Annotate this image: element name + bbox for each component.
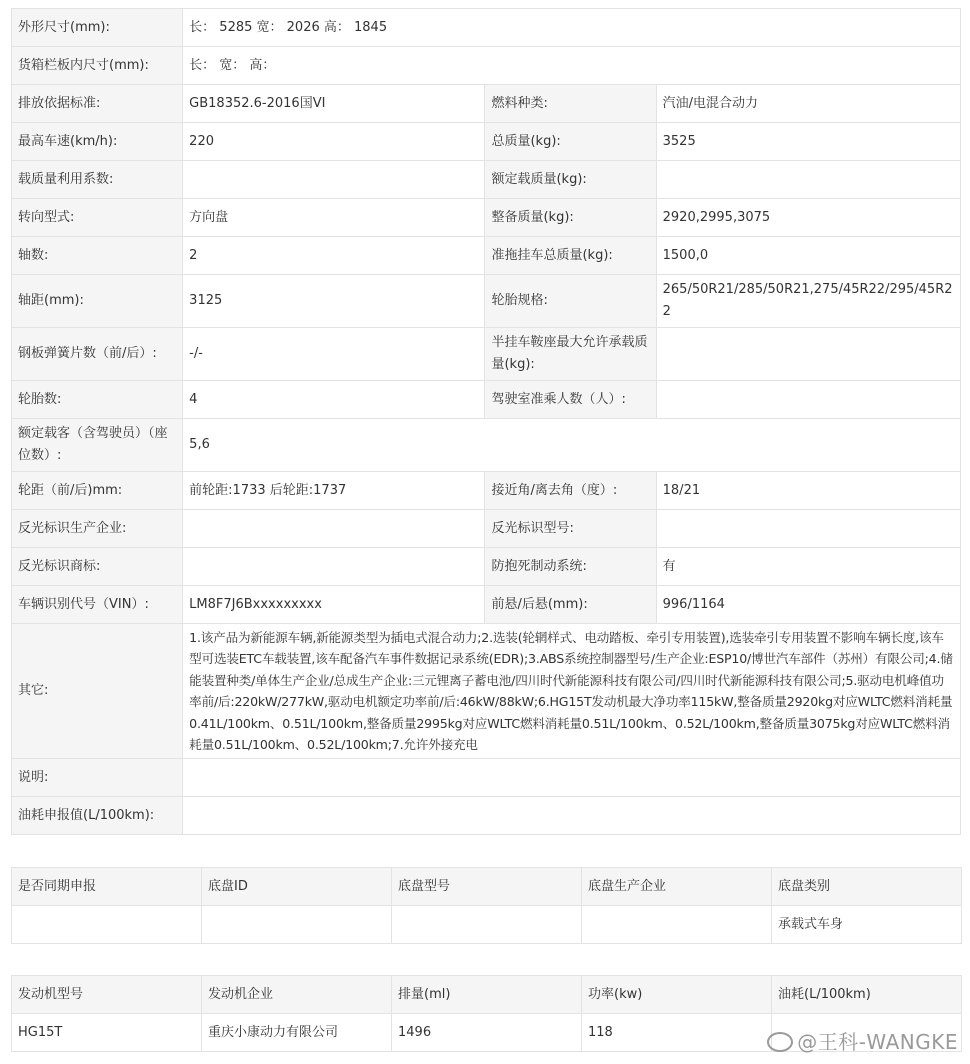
chassis-header-row	[12, 868, 962, 906]
abs-value: 有	[656, 548, 960, 586]
fuel-value: 汽油/电混合动力	[656, 85, 960, 123]
load-util-value	[183, 161, 485, 199]
seats-label: 额定载客（含驾驶员）（座位数）:	[12, 419, 183, 472]
spec-row	[12, 161, 961, 199]
spec-row	[12, 237, 961, 275]
dimensions-label: 外形尺寸(mm):	[12, 9, 183, 47]
steering-label: 转向型式:	[12, 199, 183, 237]
abs-label: 防抱死制动系统:	[485, 548, 656, 586]
vin-value: LM8F7J6Bxxxxxxxxx	[183, 586, 485, 624]
reflect-brand-label: 反光标识商标:	[12, 548, 183, 586]
spec-row	[12, 199, 961, 237]
spec-row	[12, 328, 961, 381]
wheelbase-value: 3125	[183, 275, 485, 328]
steering-value: 方向盘	[183, 199, 485, 237]
spec-row	[12, 624, 961, 759]
overhang-value: 996/1164	[656, 586, 960, 624]
chassis-cell	[12, 906, 202, 944]
spec-row	[12, 797, 961, 835]
engine-header-cell: 功率(kw)	[582, 976, 772, 1014]
reflect-model-value	[656, 510, 960, 548]
chassis-cell	[392, 906, 582, 944]
chassis-header-cell: 底盘型号	[392, 868, 582, 906]
overhang-label: 前悬/后悬(mm):	[485, 586, 656, 624]
spec-row	[12, 123, 961, 161]
engine-header-cell: 发动机型号	[12, 976, 202, 1014]
load-util-label: 载质量利用系数:	[12, 161, 183, 199]
track-value: 前轮距:1733 后轮距:1737	[183, 472, 485, 510]
emission-label: 排放依据标准:	[12, 85, 183, 123]
spec-row	[12, 510, 961, 548]
note-label: 说明:	[12, 759, 183, 797]
angle-value: 18/21	[656, 472, 960, 510]
track-label: 轮距（前/后)mm:	[12, 472, 183, 510]
chassis-cell: 承载式车身	[772, 906, 962, 944]
total-mass-value: 3525	[656, 123, 960, 161]
spec-row	[12, 47, 961, 85]
engine-header-row	[12, 976, 962, 1014]
spec-row	[12, 419, 961, 472]
reflect-model-label: 反光标识型号:	[485, 510, 656, 548]
dimensions-value: 长： 5285 宽： 2026 高： 1845	[183, 9, 961, 47]
vehicle-spec-table	[11, 8, 961, 835]
springs-label: 钢板弹簧片数（前/后）:	[12, 328, 183, 381]
curb-mass-value: 2920,2995,3075	[656, 199, 960, 237]
tires-label: 轮胎数:	[12, 381, 183, 419]
saddle-value	[656, 328, 960, 381]
spec-row	[12, 548, 961, 586]
vin-label: 车辆识别代号（VIN）:	[12, 586, 183, 624]
engine-cell: 重庆小康动力有限公司	[202, 1014, 392, 1052]
other-value: 1.该产品为新能源车辆,新能源类型为插电式混合动力;2.选装(轮辋样式、电动踏板、牵引专用装置),选装牵引专用装置不影响车辆长度,该车型可选装ETC车载装置,该车配备汽车事件数据记录系统(EDR);3.ABS系统控制器型号/生产企业:ESP10/博世汽车部件（苏州）有限公司;4.储能装置种类/单体生产企业/总成生产企业:三元锂离子蓄电池/四川时代新能源科技有限公司/四川时代新能源科技有限公司;5.驱动电机峰值功率前/后:220kW/277kW,驱动电机额定功率前/后:46kW/88kW;6.HG15T发动机最大净功率115kW,整备质量2920kg对应WLTC燃料消耗量0.41L/100km、0.51L/100km,整备质量2995kg对应WLTC燃料消耗量0.51L/100km、0.52L/100km,整备质量3075kg对应WLTC燃料消耗量0.51L/100km、0.52L/100km;7.允许外接充电	[183, 624, 961, 759]
cargo-value: 长： 宽： 高：	[183, 47, 961, 85]
tires-value: 4	[183, 381, 485, 419]
engine-header-cell: 发动机企业	[202, 976, 392, 1014]
fuel-label: 燃料种类:	[485, 85, 656, 123]
engine-header-cell: 排量(ml)	[392, 976, 582, 1014]
weibo-icon	[767, 1032, 793, 1052]
springs-value: -/-	[183, 328, 485, 381]
cab-label: 驾驶室准乘人数（人）:	[485, 381, 656, 419]
engine-cell: HG15T	[12, 1014, 202, 1052]
seats-value: 5,6	[183, 419, 961, 472]
reflect-brand-value	[183, 548, 485, 586]
chassis-data-row	[12, 906, 962, 944]
cargo-label: 货箱栏板内尺寸(mm):	[12, 47, 183, 85]
note-value	[183, 759, 961, 797]
cab-value	[656, 381, 960, 419]
curb-mass-label: 整备质量(kg):	[485, 199, 656, 237]
spec-row	[12, 472, 961, 510]
engine-header-cell: 油耗(L/100km)	[772, 976, 962, 1014]
emission-value: GB18352.6-2016国VI	[183, 85, 485, 123]
total-mass-label: 总质量(kg):	[485, 123, 656, 161]
spec-row	[12, 586, 961, 624]
speed-label: 最高车速(km/h):	[12, 123, 183, 161]
watermark-text: @王科-WANGKE	[797, 1030, 958, 1054]
speed-value: 220	[183, 123, 485, 161]
engine-cell: 1496	[392, 1014, 582, 1052]
spec-row	[12, 85, 961, 123]
chassis-header-cell: 底盘类别	[772, 868, 962, 906]
chassis-table	[11, 867, 962, 944]
chassis-cell	[582, 906, 772, 944]
spec-row	[12, 275, 961, 328]
rated-load-label: 额定载质量(kg):	[485, 161, 656, 199]
other-label: 其它:	[12, 624, 183, 759]
chassis-header-cell: 是否同期申报	[12, 868, 202, 906]
saddle-label: 半挂车鞍座最大允许承载质量(kg):	[485, 328, 656, 381]
reflect-maker-label: 反光标识生产企业:	[12, 510, 183, 548]
spec-row	[12, 381, 961, 419]
angle-label: 接近角/离去角（度）:	[485, 472, 656, 510]
spec-row	[12, 759, 961, 797]
rated-load-value	[656, 161, 960, 199]
trailer-value: 1500,0	[656, 237, 960, 275]
tire-spec-value: 265/50R21/285/50R21,275/45R22/295/45R22	[656, 275, 960, 328]
chassis-header-cell: 底盘生产企业	[582, 868, 772, 906]
chassis-header-cell: 底盘ID	[202, 868, 392, 906]
chassis-cell	[202, 906, 392, 944]
spec-row	[12, 9, 961, 47]
axles-label: 轴数:	[12, 237, 183, 275]
reflect-maker-value	[183, 510, 485, 548]
weibo-watermark	[767, 1026, 958, 1055]
wheelbase-label: 轴距(mm):	[12, 275, 183, 328]
fuel-decl-value	[183, 797, 961, 835]
tire-spec-label: 轮胎规格:	[485, 275, 656, 328]
axles-value: 2	[183, 237, 485, 275]
trailer-label: 准拖挂车总质量(kg):	[485, 237, 656, 275]
engine-cell: 118	[582, 1014, 772, 1052]
fuel-decl-label: 油耗申报值(L/100km):	[12, 797, 183, 835]
